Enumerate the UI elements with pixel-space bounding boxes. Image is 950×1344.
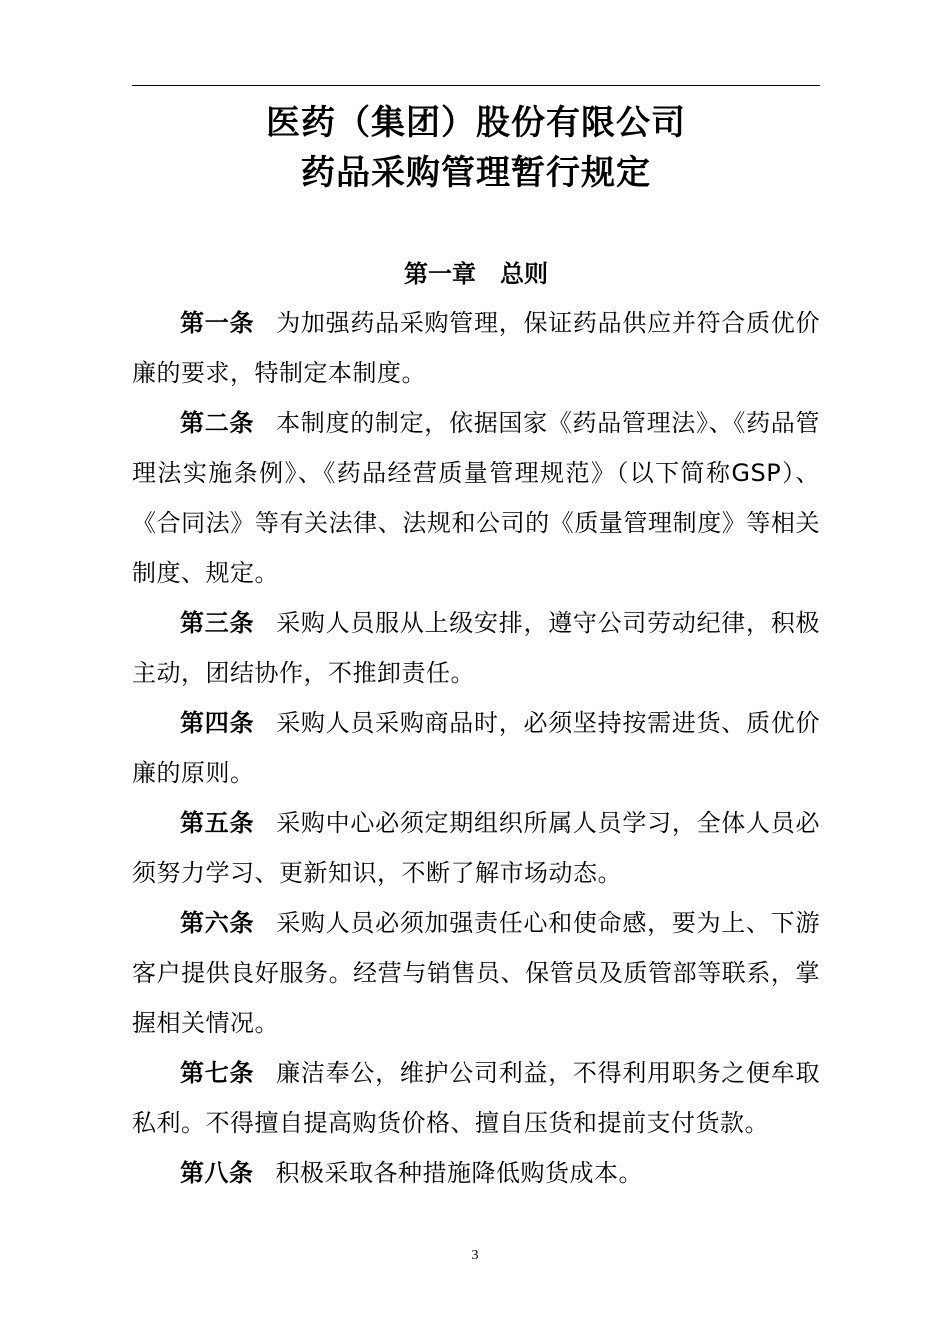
article-text: 采购中心必须定期组织所属人员学习，全体人员必须努力学习、更新知识，不断了解市场动态。 bbox=[132, 809, 820, 887]
article-number: 第二条 bbox=[180, 409, 255, 437]
header-rule bbox=[132, 85, 820, 86]
article-1 bbox=[132, 298, 820, 398]
article-number: 第七条 bbox=[180, 1059, 255, 1087]
article-3 bbox=[132, 598, 820, 698]
article-number: 第五条 bbox=[180, 809, 255, 837]
article-text: 为加强药品采购管理，保证药品供应并符合质优价廉的要求，特制定本制度。 bbox=[132, 309, 820, 387]
article-8 bbox=[132, 1148, 820, 1198]
article-2 bbox=[132, 398, 820, 598]
article-text: 采购人员服从上级安排，遵守公司劳动纪律，积极主动，团结协作，不推卸责任。 bbox=[132, 609, 820, 687]
article-number: 第三条 bbox=[180, 609, 255, 637]
article-number: 第一条 bbox=[180, 309, 255, 337]
page-number: 3 bbox=[471, 1248, 479, 1263]
article-number: 第八条 bbox=[180, 1159, 254, 1187]
article-text: 廉洁奉公，维护公司利益，不得利用职务之便牟取私利。不得擅自提高购货价格、擅自压货和提前支付货款。 bbox=[132, 1059, 820, 1137]
article-text: 积极采取各种措施降低购货成本。 bbox=[275, 1159, 643, 1187]
article-text: 本制度的制定，依据国家《药品管理法》、《药品管理法实施条例》、《药品经营质量管理规范》（以下简称GSP）、《合同法》等有关法律、法规和公司的《质量管理制度》等相关制度、规定。 bbox=[132, 409, 821, 587]
article-text: 采购人员必须加强责任心和使命感，要为上、下游客户提供良好服务。经营与销售员、保管员及质管部等联系，掌握相关情况。 bbox=[132, 909, 820, 1037]
article-7 bbox=[132, 1048, 820, 1148]
article-5 bbox=[132, 798, 820, 898]
article-6 bbox=[132, 898, 820, 1048]
document-title-line1: 医药（集团）股份有限公司 bbox=[266, 103, 686, 143]
article-text: 采购人员采购商品时，必须坚持按需进货、质优价廉的原则。 bbox=[132, 709, 820, 787]
article-number: 第六条 bbox=[180, 909, 255, 937]
chapter-heading: 第一章 总则 bbox=[404, 260, 548, 288]
document-body bbox=[132, 298, 820, 1198]
article-4 bbox=[132, 698, 820, 798]
article-number: 第四条 bbox=[180, 709, 255, 737]
document-title-line2: 药品采购管理暂行规定 bbox=[301, 153, 651, 193]
